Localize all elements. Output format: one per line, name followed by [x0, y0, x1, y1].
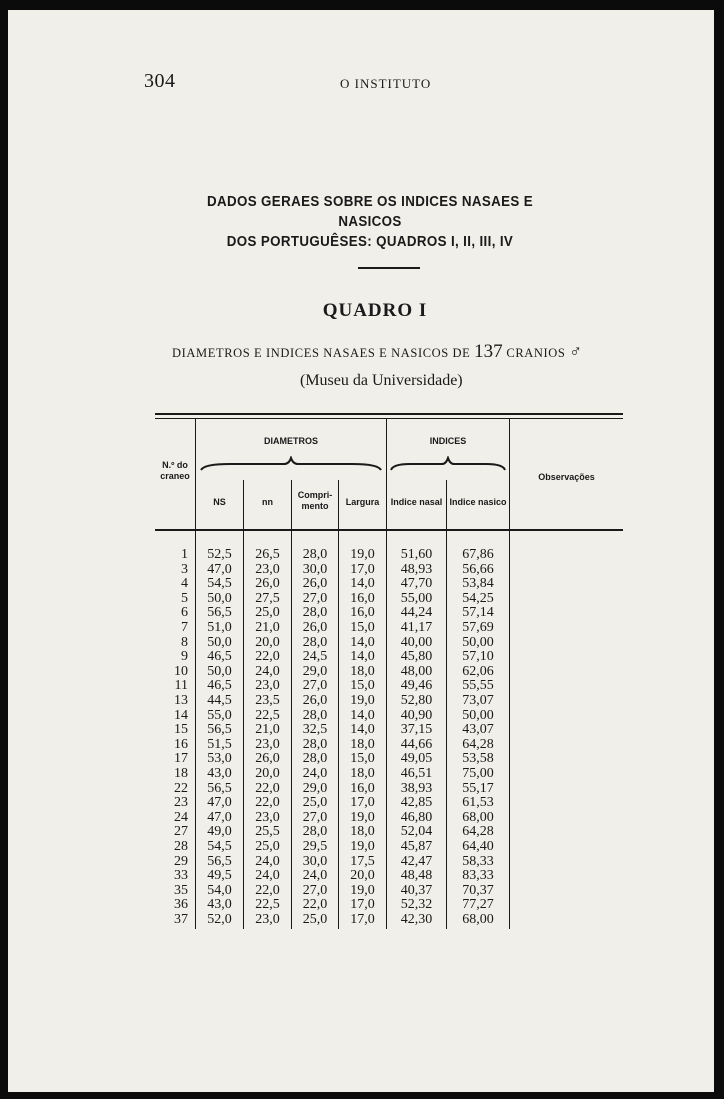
cell-largura: 17,0 [350, 561, 375, 577]
cell-craneo: 5 [181, 590, 188, 606]
cell-ns: 50,0 [207, 663, 232, 679]
cell-largura: 18,0 [350, 663, 375, 679]
cell-largura: 16,0 [350, 590, 375, 606]
cell-craneo: 11 [174, 678, 188, 694]
cell-comprimento: 32,5 [302, 722, 328, 738]
cell-nn: 26,0 [255, 576, 280, 592]
subtitle-suffix: CRANIOS [506, 346, 566, 360]
table-top-rule-thin [155, 418, 623, 419]
cell-craneo: 15 [174, 722, 188, 738]
cell-nn: 21,0 [255, 620, 280, 635]
cell-largura: 14,0 [350, 634, 375, 650]
cell-comprimento: 30,0 [302, 561, 328, 577]
cell-nn: 22,0 [255, 795, 280, 811]
cell-nn: 25,5 [255, 824, 280, 840]
cell-largura: 17,0 [350, 897, 375, 913]
cell-indice-nasico: 57,10 [462, 649, 494, 665]
cell-ns: 47,0 [207, 809, 232, 825]
cell-indice-nasal: 44,66 [400, 736, 433, 752]
cell-indice-nasico: 68,00 [462, 809, 494, 825]
cell-ns: 47,0 [207, 561, 232, 577]
cell-indice-nasal: 49,05 [400, 751, 433, 767]
cell-indice-nasal: 42,47 [400, 853, 433, 869]
cell-ns: 51,0 [207, 620, 232, 635]
diametros-brace [200, 456, 382, 472]
cell-ns: 47,0 [207, 795, 232, 811]
cell-nn: 23,0 [255, 678, 280, 694]
cell-largura: 19,0 [350, 809, 375, 825]
title-divider [358, 267, 420, 269]
cell-indice-nasal: 44,24 [400, 605, 433, 621]
cell-craneo: 17 [174, 751, 188, 767]
cell-indice-nasico: 64,28 [462, 824, 494, 840]
cell-craneo: 23 [174, 795, 188, 811]
cell-largura: 20,0 [350, 868, 375, 884]
cell-indice-nasico: 57,69 [462, 620, 494, 635]
cell-largura: 19,0 [350, 882, 375, 898]
cell-craneo: 35 [174, 882, 188, 898]
cell-ns: 43,0 [207, 897, 232, 913]
cell-indice-nasal: 40,37 [400, 882, 433, 898]
cell-ns: 50,0 [207, 634, 232, 650]
cell-indice-nasico: 67,86 [462, 547, 494, 562]
cell-ns: 56,5 [207, 780, 232, 796]
cell-craneo: 7 [181, 620, 188, 635]
cell-indice-nasal: 40,90 [400, 707, 433, 723]
header-craneo-line1: N.º do [162, 460, 188, 470]
cell-comprimento: 28,0 [302, 547, 328, 562]
cell-largura: 18,0 [350, 824, 375, 840]
cell-comprimento: 27,0 [302, 882, 328, 898]
cell-indice-nasal: 46,80 [400, 809, 433, 825]
cell-nn: 22,5 [255, 897, 280, 913]
title-line-1: DADOS GERAES SOBRE OS INDICES NASAES E NASICOS [206, 194, 534, 230]
cell-nn: 23,0 [255, 561, 280, 577]
cell-indice-nasal: 37,15 [400, 722, 433, 738]
cell-ns: 44,5 [207, 693, 232, 708]
cell-indice-nasico: 57,14 [462, 605, 494, 621]
cell-ns: 56,5 [207, 722, 232, 738]
subtitle-prefix: DIAMETROS E INDICES NASAES E NASICOS DE [172, 346, 471, 360]
header-comprimento-line1: Compri- [297, 490, 333, 500]
cell-nn: 24,0 [255, 853, 280, 869]
cell-indice-nasico: 75,00 [462, 766, 494, 781]
cell-comprimento: 28,0 [302, 751, 328, 767]
header-indice-nasal: Indice nasal [390, 497, 443, 507]
header-craneo-line2: craneo [160, 471, 190, 481]
cell-craneo: 24 [174, 809, 188, 825]
cell-nn: 22,5 [255, 707, 280, 723]
cell-nn: 20,0 [255, 634, 280, 650]
cell-ns: 49,0 [207, 824, 232, 840]
cell-largura: 17,5 [350, 853, 375, 869]
cell-indice-nasico: 56,66 [462, 561, 494, 577]
cell-ns: 54,5 [207, 576, 232, 592]
cell-indice-nasal: 45,80 [400, 649, 433, 665]
cell-craneo: 28 [174, 839, 188, 854]
table-header-bottom-rule [155, 529, 623, 531]
cell-comprimento: 26,0 [302, 693, 328, 708]
cell-indice-nasico: 43,07 [462, 722, 494, 738]
cell-nn: 25,0 [255, 605, 280, 621]
cell-largura: 18,0 [350, 766, 375, 781]
cell-ns: 43,0 [207, 766, 232, 781]
cell-craneo: 18 [174, 766, 188, 781]
header-largura: Largura [345, 497, 380, 507]
cell-indice-nasico: 73,07 [462, 693, 494, 708]
cell-indice-nasico: 77,27 [462, 897, 494, 913]
cell-nn: 22,0 [255, 780, 280, 796]
cell-largura: 19,0 [350, 839, 375, 854]
cell-largura: 15,0 [350, 678, 375, 694]
cell-indice-nasico: 53,84 [462, 576, 494, 592]
cell-indice-nasico: 53,58 [462, 751, 494, 767]
cell-nn: 26,5 [255, 547, 280, 562]
cell-indice-nasal: 48,00 [400, 663, 433, 679]
header-comprimento-line2: mento [301, 501, 329, 511]
cell-indice-nasal: 51,60 [400, 547, 433, 562]
cell-indice-nasico: 64,40 [462, 839, 494, 854]
column-divider [509, 419, 510, 929]
cell-largura: 14,0 [350, 707, 375, 723]
cell-craneo: 4 [181, 576, 188, 592]
header-ns: NS [213, 497, 226, 507]
cell-craneo: 27 [174, 824, 188, 840]
cell-largura: 19,0 [350, 693, 375, 708]
cell-indice-nasal: 48,48 [400, 868, 433, 884]
header-nn: nn [262, 497, 273, 507]
cell-comprimento: 22,0 [302, 897, 328, 913]
museum-note: (Museu da Universidade) [300, 372, 463, 389]
cell-largura: 14,0 [350, 649, 375, 665]
cell-indice-nasal: 52,80 [400, 693, 433, 708]
cell-nn: 23,0 [255, 809, 280, 825]
cell-ns: 52,0 [207, 912, 232, 927]
cell-indice-nasal: 48,93 [400, 561, 433, 577]
cell-indice-nasal: 41,17 [400, 620, 433, 635]
cell-indice-nasal: 55,00 [400, 590, 433, 606]
running-title: O INSTITUTO [340, 76, 432, 91]
cell-indice-nasico: 64,28 [462, 736, 494, 752]
cell-ns: 52,5 [207, 547, 232, 562]
cell-comprimento: 27,0 [302, 809, 328, 825]
cell-largura: 19,0 [350, 547, 375, 562]
cell-comprimento: 26,0 [302, 620, 328, 635]
cell-craneo: 37 [174, 912, 188, 927]
cell-largura: 17,0 [350, 795, 375, 811]
cell-ns: 56,5 [207, 605, 232, 621]
cell-nn: 24,0 [255, 868, 280, 884]
cell-comprimento: 28,0 [302, 634, 328, 650]
cell-comprimento: 28,0 [302, 824, 328, 840]
cell-indice-nasico: 55,17 [462, 780, 494, 796]
cell-ns: 53,0 [207, 751, 232, 767]
header-craneo [155, 460, 195, 482]
cell-comprimento: 24,0 [302, 766, 328, 781]
header-indice-nasico: Indice nasico [449, 497, 507, 507]
header-comprimento [292, 490, 338, 512]
header-indices: INDICES [429, 436, 467, 446]
cell-nn: 23,5 [255, 693, 280, 708]
cell-indice-nasico: 54,25 [462, 590, 494, 606]
cell-comprimento: 29,0 [302, 663, 328, 679]
male-symbol-icon: ♂ [569, 342, 583, 361]
table-top-rule [155, 413, 623, 415]
cell-indice-nasico: 50,00 [462, 634, 494, 650]
cell-largura: 18,0 [350, 736, 375, 752]
cell-comprimento: 28,0 [302, 736, 328, 752]
cell-craneo: 22 [174, 780, 188, 796]
cell-largura: 16,0 [350, 605, 375, 621]
cell-comprimento: 25,0 [302, 912, 328, 927]
page-number: 304 [144, 70, 176, 92]
cell-craneo: 33 [174, 868, 188, 884]
document-title [177, 192, 563, 252]
cell-indice-nasico: 68,00 [462, 912, 494, 927]
cell-indice-nasico: 50,00 [462, 707, 494, 723]
cell-indice-nasico: 55,55 [462, 678, 494, 694]
cell-craneo: 1 [181, 547, 188, 562]
cell-comprimento: 25,0 [302, 795, 328, 811]
cell-indice-nasico: 83,33 [462, 868, 494, 884]
cell-ns: 46,5 [207, 649, 232, 665]
cell-indice-nasal: 40,00 [400, 634, 433, 650]
cell-comprimento: 27,0 [302, 590, 328, 606]
cell-indice-nasal: 47,70 [400, 576, 433, 592]
cell-comprimento: 26,0 [302, 576, 328, 592]
cell-indice-nasico: 70,37 [462, 882, 494, 898]
cell-largura: 14,0 [350, 722, 375, 738]
cell-indice-nasal: 42,30 [400, 912, 433, 927]
cell-craneo: 10 [174, 663, 188, 679]
cell-indice-nasico: 58,33 [462, 853, 494, 869]
indices-brace [390, 456, 506, 472]
cell-indice-nasal: 52,04 [400, 824, 433, 840]
cell-craneo: 36 [174, 897, 188, 913]
cell-nn: 22,0 [255, 649, 280, 665]
cell-comprimento: 27,0 [302, 678, 328, 694]
cell-comprimento: 30,0 [302, 853, 328, 869]
cell-nn: 24,0 [255, 663, 280, 679]
cell-ns: 54,0 [207, 882, 232, 898]
cell-comprimento: 24,0 [302, 868, 328, 884]
cell-nn: 22,0 [255, 882, 280, 898]
quadro-subtitle [172, 341, 612, 363]
cell-largura: 14,0 [350, 576, 375, 592]
cell-ns: 50,0 [207, 590, 232, 606]
cell-comprimento: 29,0 [302, 780, 328, 796]
cell-indice-nasal: 46,51 [400, 766, 433, 781]
cell-comprimento: 29,5 [302, 839, 328, 854]
cell-craneo: 16 [174, 736, 188, 752]
cell-ns: 46,5 [207, 678, 232, 694]
cell-indice-nasal: 38,93 [400, 780, 433, 796]
cell-indice-nasico: 62,06 [462, 663, 494, 679]
cell-ns: 51,5 [207, 736, 232, 752]
cell-nn: 27,5 [255, 590, 280, 606]
cell-largura: 15,0 [350, 751, 375, 767]
cell-nn: 21,0 [255, 722, 280, 738]
cell-nn: 20,0 [255, 766, 280, 781]
cell-indice-nasal: 49,46 [400, 678, 433, 694]
cell-craneo: 9 [181, 649, 188, 665]
cell-largura: 16,0 [350, 780, 375, 796]
cell-indice-nasal: 45,87 [400, 839, 433, 854]
quadro-heading: QUADRO I [322, 300, 428, 321]
cell-craneo: 8 [181, 634, 188, 650]
cell-craneo: 29 [174, 853, 188, 869]
cell-comprimento: 24,5 [302, 649, 328, 665]
header-observacoes: Observações [538, 472, 595, 482]
cell-nn: 23,0 [255, 912, 280, 927]
cell-ns: 49,5 [207, 868, 232, 884]
cell-largura: 17,0 [350, 912, 375, 927]
cell-craneo: 3 [181, 561, 188, 577]
cell-indice-nasal: 52,32 [400, 897, 433, 913]
cell-indice-nasico: 61,53 [462, 795, 494, 811]
cell-ns: 56,5 [207, 853, 232, 869]
cell-nn: 23,0 [255, 736, 280, 752]
cell-comprimento: 28,0 [302, 605, 328, 621]
cell-comprimento: 28,0 [302, 707, 328, 723]
cell-ns: 54,5 [207, 839, 232, 854]
subtitle-count: 137 [474, 341, 503, 362]
cell-craneo: 13 [174, 693, 188, 708]
header-diametros: DIAMETROS [264, 436, 318, 446]
cell-nn: 26,0 [255, 751, 280, 767]
cell-indice-nasal: 42,85 [400, 795, 433, 811]
title-line-2: DOS PORTUGUÊSES: QUADROS I, II, III, IV [226, 234, 514, 250]
cell-ns: 55,0 [207, 707, 232, 723]
cell-craneo: 14 [174, 707, 188, 723]
cell-nn: 25,0 [255, 839, 280, 854]
cell-largura: 15,0 [350, 620, 375, 635]
cell-craneo: 6 [181, 605, 188, 621]
